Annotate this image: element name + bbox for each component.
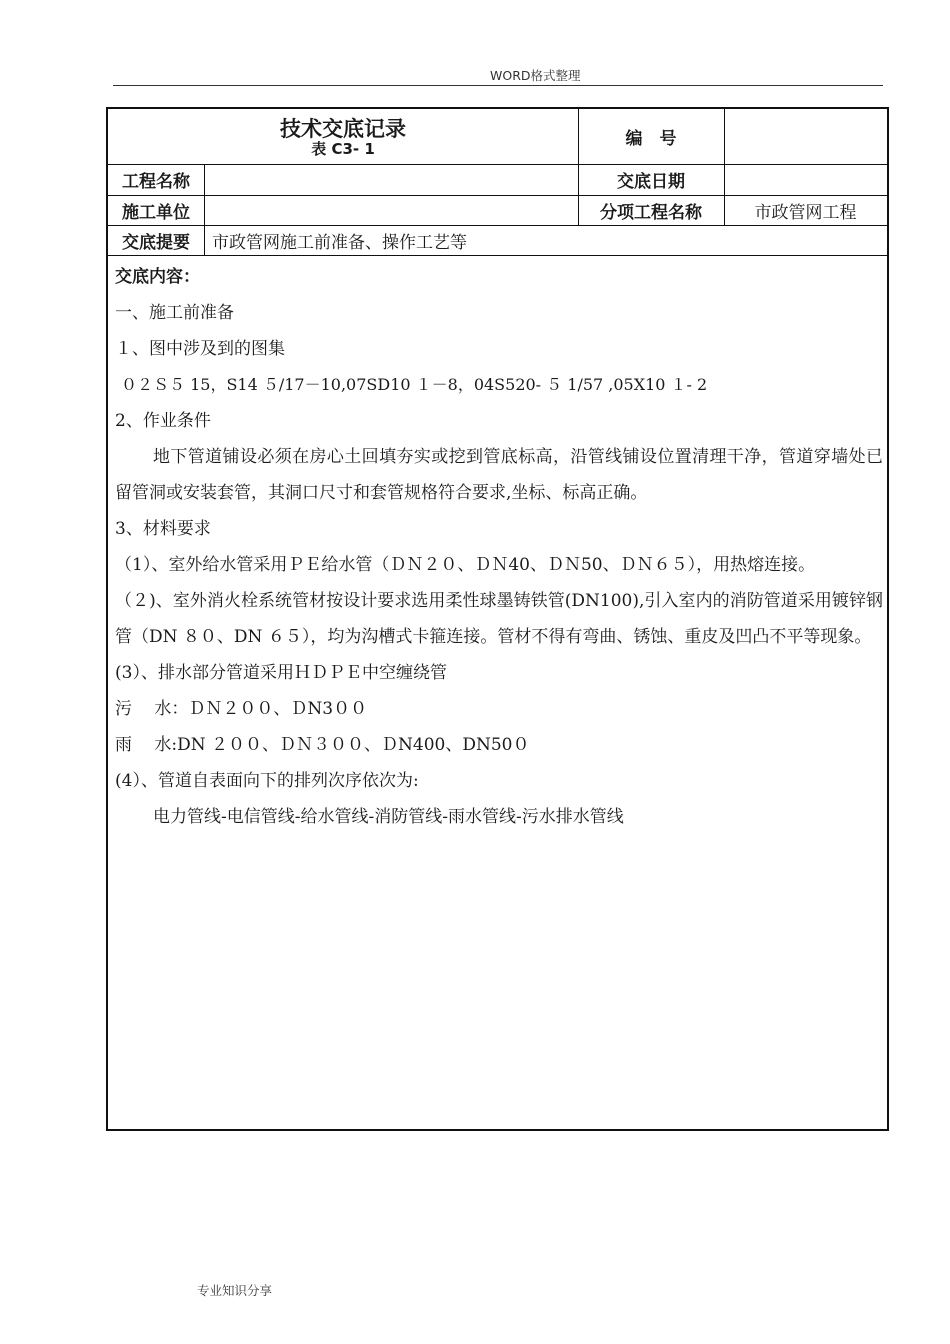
number-value [724, 109, 887, 164]
subsection-heading: 2、作业条件 [115, 411, 211, 431]
disclosure-content [115, 259, 883, 835]
atlas-list: ０２Ｓ５ 15，S14 ５/17－10,07SD10 １－8，04S520- ５ 1/57 ,05X10 １- 2 [121, 375, 708, 394]
rainwater-spec: 雨 水:DN ２００、ＤＮ３００、ＤN400、DN50０ [115, 735, 530, 755]
sub-project-value: 市政管网工程 [754, 202, 857, 223]
date-label: 交底日期 [617, 172, 685, 192]
form-title: 技术交底记录 [280, 116, 406, 141]
pipeline-order: 电力管线-电信管线-给水管线-消防管线-雨水管线-污水排水管线 [153, 807, 624, 827]
page-header: WORD格式整理 [490, 68, 581, 83]
project-name-value [204, 164, 578, 195]
subsection-heading: 3、材料要求 [115, 519, 211, 539]
page-footer: 专业知识分享 [197, 1283, 273, 1298]
date-value [724, 164, 887, 195]
subsection-heading: １、图中涉及到的图集 [115, 339, 285, 359]
sewage-spec: 污 水：ＤＮ２００、ＤN3００ [115, 699, 368, 719]
number-label: 编 号 [625, 129, 677, 149]
unit-value [204, 195, 578, 225]
summary-value: 市政管网施工前准备、操作工艺等 [212, 232, 467, 253]
header-rule [113, 85, 883, 86]
material-item-2: （２)、室外消火栓系统管材按设计要求选用柔性球墨铸铁管(DN100),引入室内的消防管道采用镀锌钢管（DN ８０、DN ６５），均为沟槽式卡箍连接。管材不得有弯曲、锈蚀、重皮及凹凸不平等现象。 [115, 591, 883, 647]
form-subtitle: 表 C3- 1 [311, 139, 375, 158]
material-item-3: (3）、排水部分管道采用ＨＤＰＥ中空缠绕管 [115, 663, 447, 683]
material-item-1: （1）、室外给水管采用ＰＥ给水管（ＤＮ２０、ＤＮ40、ＤＮ50、ＤＮ６５），用热熔连接。 [115, 555, 816, 575]
summary-label: 交底提要 [122, 232, 190, 253]
sub-project-label: 分项工程名称 [600, 202, 702, 223]
disclosure-form-table [106, 107, 889, 1131]
unit-label: 施工单位 [122, 202, 190, 223]
work-conditions-paragraph: 地下管道铺设必须在房心土回填夯实或挖到管底标高，沿管线铺设位置清理干净，管道穿墙处已留管洞或安装套管，其洞口尺寸和套管规格符合要求,坐标、标高正确。 [115, 447, 883, 503]
project-name-label: 工程名称 [122, 172, 190, 192]
form-title-block [108, 109, 578, 164]
row-divider [108, 255, 887, 256]
content-label: 交底内容： [115, 267, 200, 287]
material-item-4: (4）、管道自表面向下的排列次序依次为: [115, 771, 419, 791]
section-heading: 一、施工前准备 [115, 303, 234, 323]
